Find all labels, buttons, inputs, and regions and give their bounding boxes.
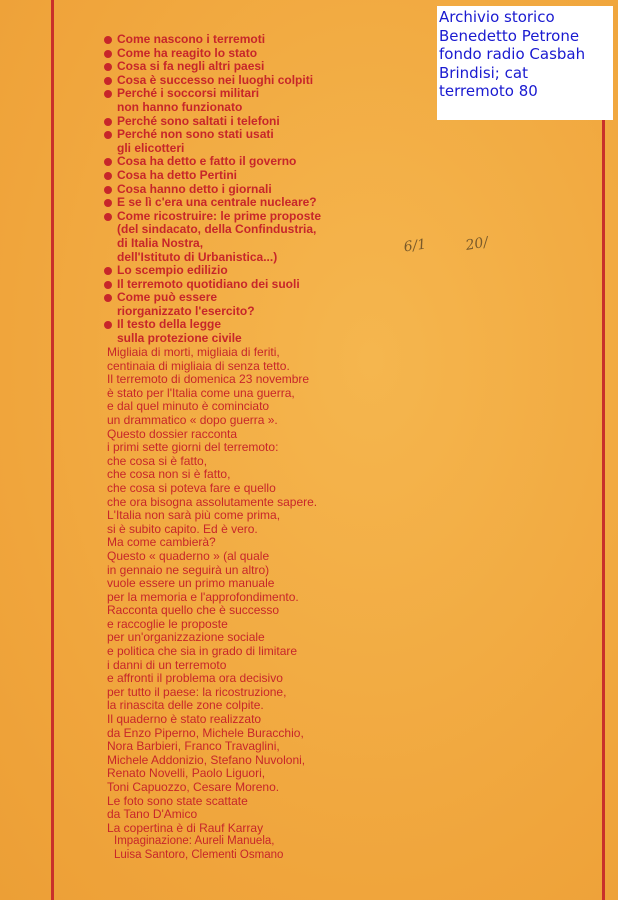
body-line: Questo « quaderno » (al quale (107, 548, 270, 563)
body-line: è stato per l'Italia come una guerra, (107, 385, 295, 400)
body-line: per tutto il paese: la ricostruzione, (107, 684, 287, 699)
bullet-icon (104, 77, 112, 85)
handwritten-note (400, 228, 510, 262)
toc-item (104, 60, 434, 74)
toc-item-text: Cosa si fa negli altri paesi (117, 59, 265, 74)
bullet-icon (104, 118, 112, 126)
body-line: e dal quel minuto è cominciato (107, 399, 270, 414)
bullet-icon (104, 186, 112, 194)
table-of-contents (104, 33, 434, 346)
body-line: vuole essere un primo manuale (107, 576, 275, 591)
body-line: Toni Capuozzo, Cesare Moreno. (107, 780, 280, 794)
body-line: che cosa si poteva fare e quello (107, 480, 276, 495)
body-line: Racconta quello che è successo (107, 603, 280, 618)
archive-label-line: Brindisi; cat (439, 63, 528, 82)
toc-item-text: Come può essere (117, 290, 218, 305)
toc-item (104, 210, 434, 264)
bullet-icon (104, 199, 112, 207)
toc-item-text: di Italia Nostra, (117, 235, 204, 250)
body-line: un drammatico « dopo guerra ». (107, 412, 278, 427)
archive-label-line: Archivio storico (439, 8, 555, 26)
toc-item-text: Come nascono i terremoti (117, 32, 266, 46)
toc-item-text: dell'Istituto di Urbanistica...) (117, 249, 278, 264)
toc-item-text: gli elicotteri (117, 140, 185, 155)
toc-item (104, 33, 434, 47)
toc-item-text: Cosa hanno detto i giornali (117, 181, 272, 196)
body-line: e raccoglie le proposte (107, 616, 228, 631)
credits-line: Impaginazione: Aureli Manuela, (114, 835, 275, 847)
archive-label-line: Benedetto Petrone (439, 26, 580, 45)
body-line: si è subito capito. Ed è vero. (107, 521, 258, 536)
body-line: Michele Addonizio, Stefano Nuvoloni, (107, 752, 306, 767)
toc-item-text: sulla protezione civile (117, 331, 242, 346)
layout-credits (114, 835, 414, 862)
toc-item-text: Perché non sono stati usati (117, 127, 274, 142)
body-line: L'Italia non sarà più come prima, (107, 508, 281, 523)
body-line: e affronti il problema ora decisivo (107, 671, 283, 686)
bullet-icon (104, 90, 112, 98)
toc-item-text: Cosa ha detto e fatto il governo (117, 154, 297, 169)
right-margin-rule (602, 120, 605, 900)
archive-label-line: terremoto 80 (439, 82, 538, 100)
toc-item (104, 291, 434, 318)
toc-item (104, 183, 434, 197)
bullet-icon (104, 36, 112, 44)
toc-item (104, 87, 434, 114)
body-line: per la memoria e l'approfondimento. (107, 589, 299, 604)
bullet-icon (104, 158, 112, 166)
body-line: Nora Barbieri, Franco Travaglini, (107, 739, 280, 754)
body-line: Le foto sono state scattate (107, 793, 248, 808)
body-line: Ma come cambierà? (107, 535, 216, 550)
toc-item (104, 155, 434, 169)
toc-item-text: Perché i soccorsi militari (117, 86, 260, 101)
body-line: Migliaia di morti, migliaia di feriti, (107, 345, 280, 359)
toc-item-text: riorganizzato l'esercito? (117, 303, 255, 318)
body-line: La copertina è di Rauf Karray (107, 820, 264, 835)
bullet-icon (104, 321, 112, 329)
toc-item (104, 196, 434, 210)
toc-item-text: Cosa ha detto Pertini (117, 167, 238, 182)
bullet-icon (104, 63, 112, 71)
bullet-icon (104, 213, 112, 221)
bullet-icon (104, 50, 112, 58)
body-line: da Tano D'Amico (107, 807, 198, 822)
toc-item-text: Perché sono saltati i telefoni (117, 113, 280, 128)
body-line: che ora bisogna assolutamente sapere. (107, 494, 318, 509)
handwritten-note-left: 6/1 (402, 236, 428, 256)
body-line: da Enzo Piperno, Michele Buracchio, (107, 725, 304, 740)
bullet-icon (104, 294, 112, 302)
toc-item-text: Come ha reagito lo stato (117, 45, 258, 60)
handwritten-note-right: 20/ (464, 234, 490, 254)
toc-item-text: Cosa è successo nei luoghi colpiti (117, 72, 314, 87)
bullet-icon (104, 172, 112, 180)
archive-label-line: fondo radio Casbah (439, 45, 586, 63)
body-line: i primi sette giorni del terremoto: (107, 440, 279, 455)
intro-text (107, 346, 407, 835)
toc-item-text: Lo scempio edilizio (117, 263, 228, 278)
toc-item-text: Il terremoto quotidiano dei suoli (117, 276, 300, 291)
toc-item (104, 115, 434, 129)
toc-item (104, 74, 434, 88)
left-margin-rule (51, 0, 54, 900)
toc-item (104, 47, 434, 61)
toc-item (104, 264, 434, 278)
body-line: centinaia di migliaia di senza tetto. (107, 358, 290, 373)
credits-line: Luisa Santoro, Clementi Osmano (114, 848, 284, 861)
toc-item (104, 169, 434, 183)
toc-item-text: Come ricostruire: le prime proposte (117, 208, 322, 223)
body-line: Questo dossier racconta (107, 426, 238, 441)
body-line: per un'organizzazione sociale (107, 630, 265, 645)
toc-item-text: Il testo della legge (117, 317, 222, 332)
body-line: che cosa non si è fatto, (107, 467, 231, 482)
body-line: Renato Novelli, Paolo Liguori, (107, 766, 266, 781)
body-line: che cosa si è fatto, (107, 453, 208, 468)
body-line: la rinascita delle zone colpite. (107, 698, 264, 713)
archive-label (437, 6, 613, 120)
toc-item-text: (del sindacato, della Confindustria, (117, 222, 317, 237)
bullet-icon (104, 267, 112, 275)
body-line: Il quaderno è stato realizzato (107, 712, 262, 727)
toc-item (104, 128, 434, 155)
toc-item-text: E se lì c'era una centrale nucleare? (117, 195, 317, 210)
toc-item (104, 318, 434, 345)
toc-item-text: non hanno funzionato (117, 99, 243, 114)
toc-item (104, 278, 434, 292)
bullet-icon (104, 131, 112, 139)
body-line: Il terremoto di domenica 23 novembre (107, 372, 310, 387)
body-line: i danni di un terremoto (107, 657, 227, 672)
body-line: e politica che sia in grado di limitare (107, 644, 298, 659)
body-line: in gennaio ne seguirà un altro) (107, 562, 270, 577)
bullet-icon (104, 281, 112, 289)
